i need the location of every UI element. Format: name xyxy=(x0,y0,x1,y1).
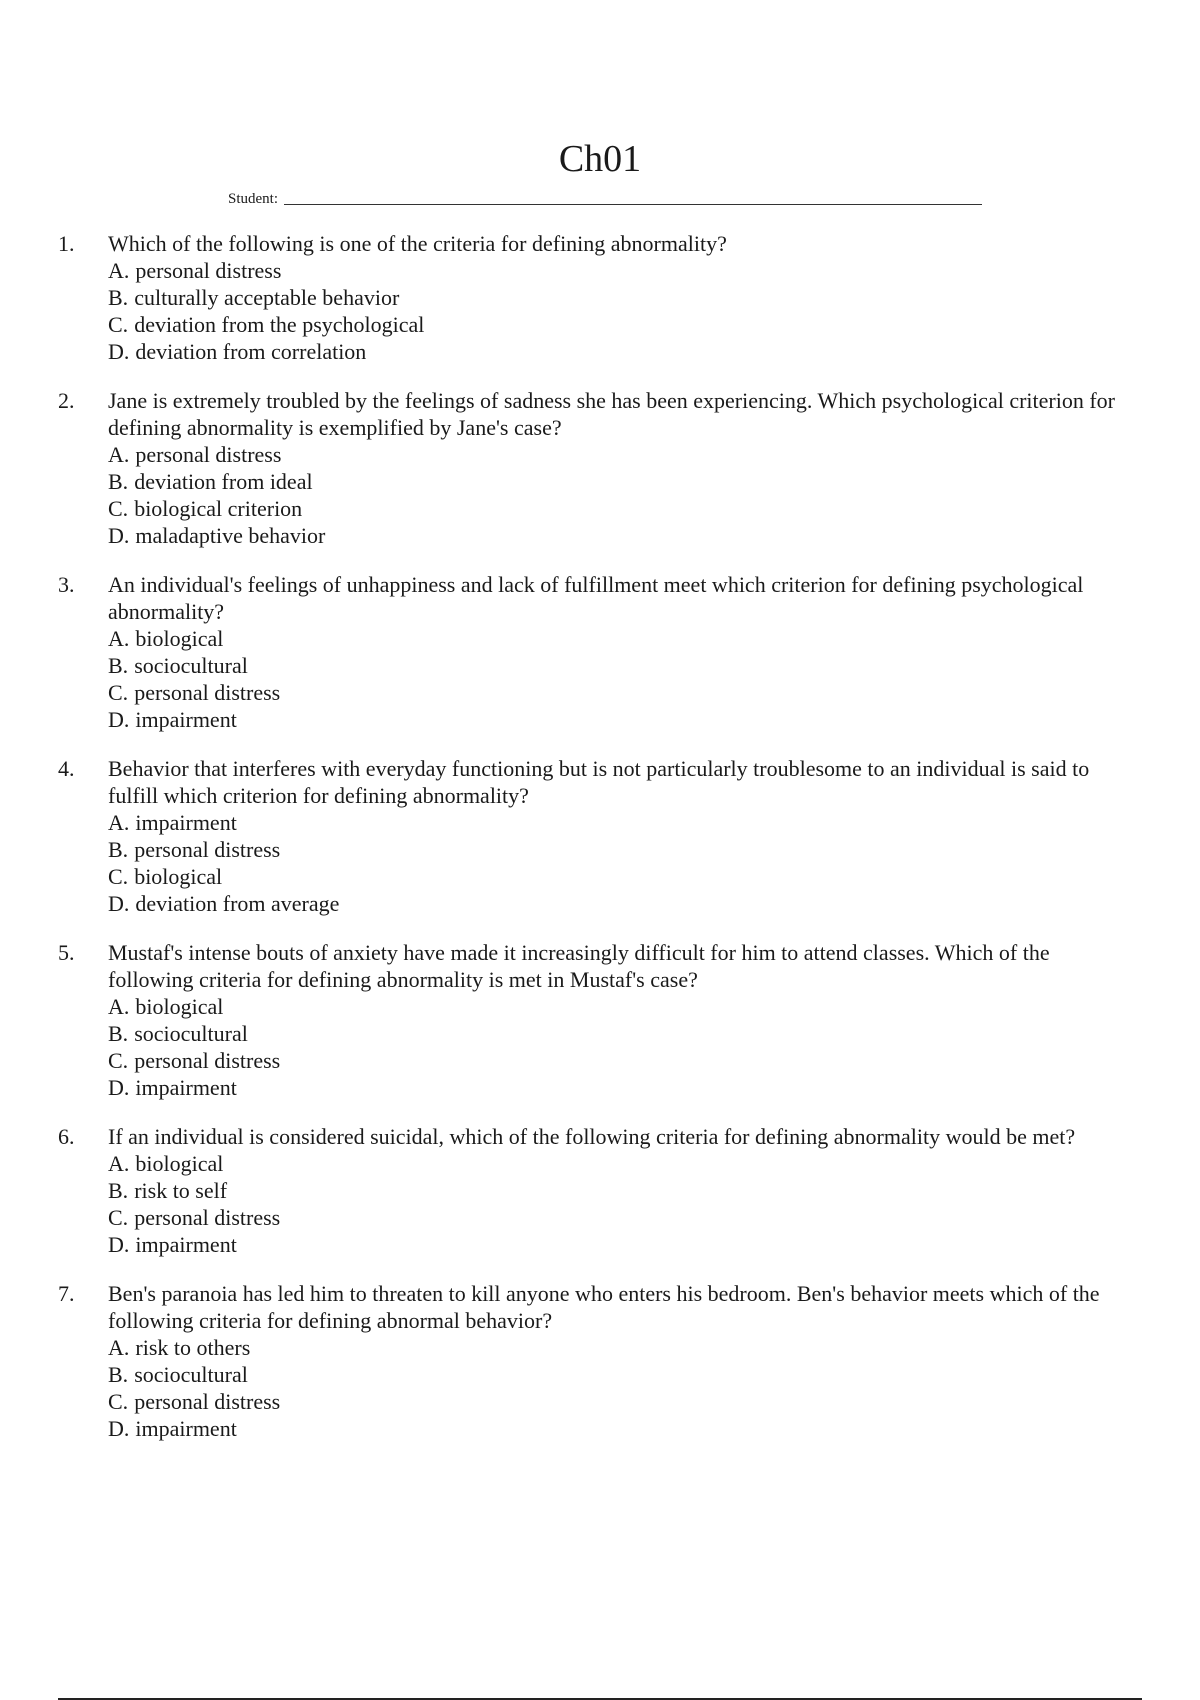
choice-letter: B. xyxy=(108,469,129,494)
choice-text: deviation from correlation xyxy=(135,339,367,364)
choice-letter: D. xyxy=(108,891,130,916)
answer-choice[interactable] xyxy=(108,1388,1138,1415)
choice-text: deviation from the psychological xyxy=(134,312,425,337)
page-title: Ch01 xyxy=(558,138,642,181)
answer-choice[interactable] xyxy=(108,652,1138,679)
question-stem: Which of the following is one of the criteria for defining abnormality? xyxy=(108,231,727,256)
choice-letter: D. xyxy=(108,707,130,732)
choice-text: biological xyxy=(134,864,223,889)
answer-choice[interactable] xyxy=(108,441,1138,468)
choice-letter: C. xyxy=(108,312,129,337)
answer-choice[interactable] xyxy=(108,284,1138,311)
answer-choice[interactable] xyxy=(108,1150,1138,1177)
choice-text: deviation from average xyxy=(135,891,340,916)
question-number: 5. xyxy=(58,940,75,965)
answer-choice[interactable] xyxy=(108,1204,1138,1231)
choice-letter: C. xyxy=(108,1389,129,1414)
question-number: 7. xyxy=(58,1281,75,1306)
answer-choice[interactable] xyxy=(108,468,1138,495)
choice-text: culturally acceptable behavior xyxy=(134,285,400,310)
choice-text: impairment xyxy=(135,1232,237,1257)
choice-letter: B. xyxy=(108,285,129,310)
question-stem: Ben's paranoia has led him to threaten to kill anyone who enters his bedroom. Ben's behavior meets which of the following criteria for defining abnormal behavior? xyxy=(108,1281,1100,1333)
choice-letter: A. xyxy=(108,258,130,283)
question-stem: Mustaf's intense bouts of anxiety have made it increasingly difficult for him to attend classes. Which of the following criteria for defining abnormality is met in Mustaf's case? xyxy=(108,940,1050,992)
answer-choices xyxy=(108,1334,1138,1442)
answer-choices xyxy=(108,625,1138,733)
student-name-blank[interactable] xyxy=(284,202,982,205)
choice-letter: D. xyxy=(108,339,130,364)
choice-text: sociocultural xyxy=(134,1362,248,1387)
answer-choice[interactable] xyxy=(108,1047,1138,1074)
question-item xyxy=(58,387,1138,549)
choice-text: impairment xyxy=(135,1416,237,1441)
question-body xyxy=(108,1123,1138,1258)
choice-text: biological criterion xyxy=(134,496,303,521)
question-body xyxy=(108,230,1138,365)
question-list xyxy=(58,230,1138,1442)
question-number: 2. xyxy=(58,388,75,413)
answer-choices xyxy=(108,809,1138,917)
choice-letter: B. xyxy=(108,1362,129,1387)
choice-text: biological xyxy=(135,994,224,1019)
answer-choice[interactable] xyxy=(108,495,1138,522)
answer-choice[interactable] xyxy=(108,1334,1138,1361)
answer-choice[interactable] xyxy=(108,338,1138,365)
choice-text: maladaptive behavior xyxy=(135,523,326,548)
answer-choice[interactable] xyxy=(108,679,1138,706)
choice-letter: A. xyxy=(108,442,130,467)
question-item xyxy=(58,230,1138,365)
choice-text: personal distress xyxy=(134,680,281,705)
question-number: 1. xyxy=(58,231,75,256)
question-body xyxy=(108,1280,1138,1442)
answer-choices xyxy=(108,441,1138,549)
answer-choice[interactable] xyxy=(108,1231,1138,1258)
choice-text: impairment xyxy=(135,707,237,732)
question-body xyxy=(108,939,1138,1101)
choice-letter: C. xyxy=(108,1205,129,1230)
choice-text: biological xyxy=(135,626,224,651)
answer-choice[interactable] xyxy=(108,257,1138,284)
choice-letter: D. xyxy=(108,1416,130,1441)
choice-letter: D. xyxy=(108,1075,130,1100)
choice-letter: C. xyxy=(108,680,129,705)
question-number: 4. xyxy=(58,756,75,781)
student-name-row xyxy=(228,186,982,208)
question-body xyxy=(108,571,1138,733)
question-item xyxy=(58,755,1138,917)
question-number: 3. xyxy=(58,572,75,597)
choice-letter: C. xyxy=(108,864,129,889)
choice-letter: D. xyxy=(108,523,130,548)
question-item xyxy=(58,1123,1138,1258)
answer-choice[interactable] xyxy=(108,1361,1138,1388)
choice-letter: A. xyxy=(108,626,130,651)
choice-letter: C. xyxy=(108,1048,129,1073)
choice-text: biological xyxy=(135,1151,224,1176)
choice-letter: B. xyxy=(108,1021,129,1046)
choice-letter: B. xyxy=(108,837,129,862)
choice-letter: A. xyxy=(108,1335,130,1360)
choice-text: sociocultural xyxy=(134,1021,248,1046)
choice-text: personal distress xyxy=(134,1205,281,1230)
question-number: 6. xyxy=(58,1124,75,1149)
choice-letter: C. xyxy=(108,496,129,521)
question-item xyxy=(58,939,1138,1101)
choice-letter: A. xyxy=(108,810,130,835)
question-item xyxy=(58,1280,1138,1442)
choice-text: sociocultural xyxy=(134,653,248,678)
answer-choice[interactable] xyxy=(108,311,1138,338)
answer-choices xyxy=(108,993,1138,1101)
answer-choice[interactable] xyxy=(108,993,1138,1020)
answer-choice[interactable] xyxy=(108,1177,1138,1204)
question-stem: Behavior that interferes with everyday functioning but is not particularly troublesome to an individual is said to fulfill which criterion for defining abnormality? xyxy=(108,756,1090,808)
answer-choice[interactable] xyxy=(108,1415,1138,1442)
choice-letter: B. xyxy=(108,1178,129,1203)
choice-text: personal distress xyxy=(134,1048,281,1073)
answer-choice[interactable] xyxy=(108,1020,1138,1047)
choice-letter: A. xyxy=(108,1151,130,1176)
answer-choice[interactable] xyxy=(108,706,1138,733)
choice-letter: A. xyxy=(108,994,130,1019)
question-stem: If an individual is considered suicidal, which of the following criteria for defining abnormality would be met? xyxy=(108,1124,1076,1149)
question-item xyxy=(58,571,1138,733)
choice-text: personal distress xyxy=(134,837,281,862)
question-stem: An individual's feelings of unhappiness and lack of fulfillment meet which criterion for defining psychological abnormality? xyxy=(108,572,1084,624)
student-label: Student: xyxy=(228,191,279,207)
choice-letter: B. xyxy=(108,653,129,678)
choice-text: risk to others xyxy=(135,1335,251,1360)
choice-text: impairment xyxy=(135,1075,237,1100)
choice-text: personal distress xyxy=(135,258,282,283)
choice-text: personal distress xyxy=(135,442,282,467)
answer-choices xyxy=(108,257,1138,365)
question-stem: Jane is extremely troubled by the feelings of sadness she has been experiencing. Which psychological criterion for defining abnormality is exemplified by Jane's case? xyxy=(108,388,1115,440)
answer-choice[interactable] xyxy=(108,522,1138,549)
choice-text: risk to self xyxy=(134,1178,228,1203)
answer-choice[interactable] xyxy=(108,625,1138,652)
question-body xyxy=(108,387,1138,549)
answer-choices xyxy=(108,1150,1138,1258)
choice-text: deviation from ideal xyxy=(134,469,313,494)
answer-choice[interactable] xyxy=(108,863,1138,890)
choice-text: impairment xyxy=(135,810,237,835)
question-body xyxy=(108,755,1138,917)
answer-choice[interactable] xyxy=(108,1074,1138,1101)
answer-choice[interactable] xyxy=(108,836,1138,863)
choice-letter: D. xyxy=(108,1232,130,1257)
choice-text: personal distress xyxy=(134,1389,281,1414)
answer-choice[interactable] xyxy=(108,809,1138,836)
answer-choice[interactable] xyxy=(108,890,1138,917)
